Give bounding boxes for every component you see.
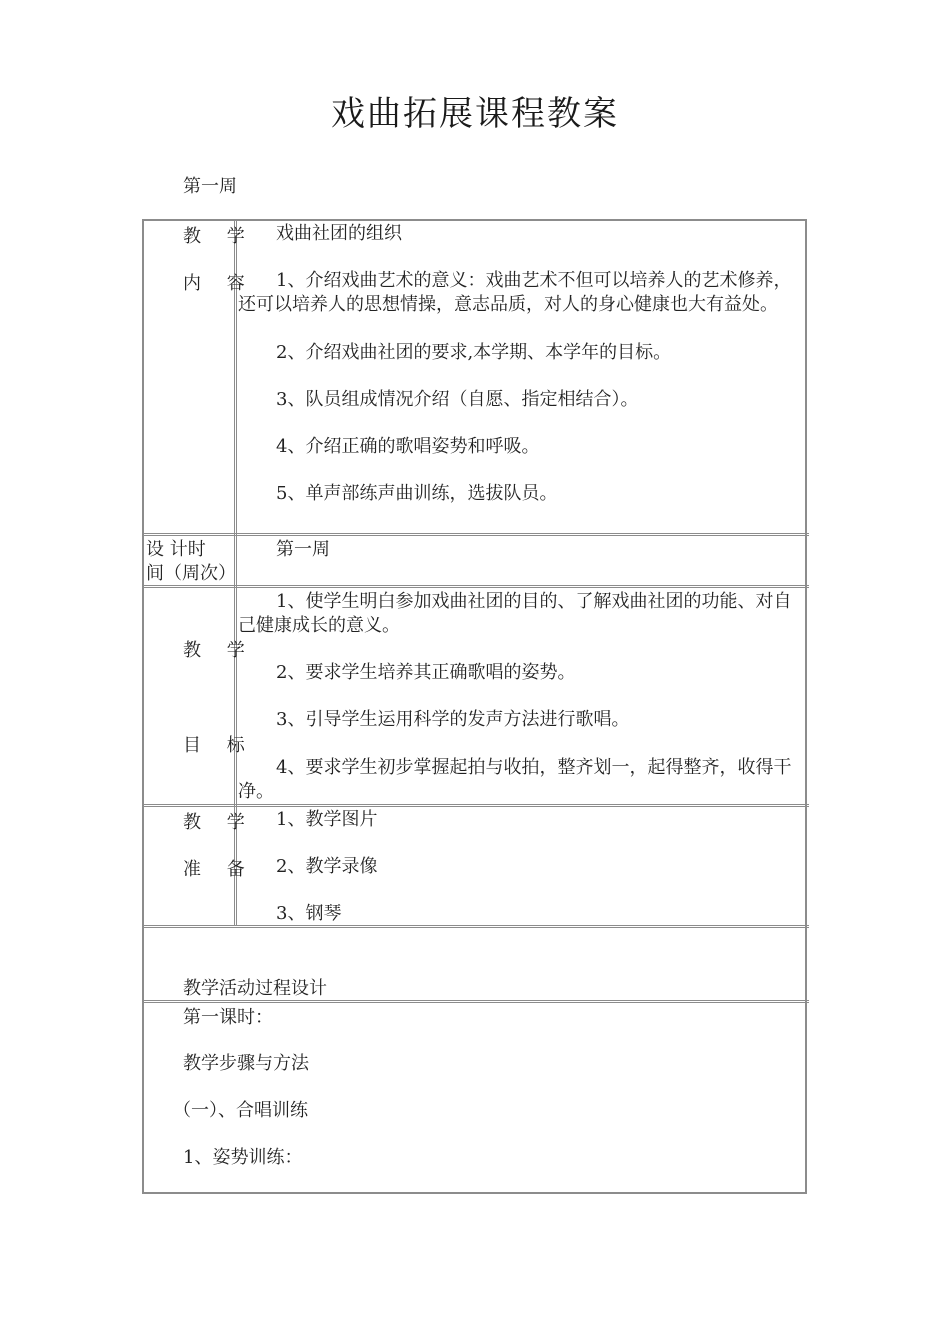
content-label-line1: 教 学	[183, 226, 255, 247]
preparation-item: 1、教学图片	[276, 809, 378, 830]
activity-design-heading: 教学活动过程设计	[183, 978, 327, 999]
content-label-line2: 内 容	[183, 273, 255, 294]
objective-item: 1、使学生明白参加戏曲社团的目的、了解戏曲社团的功能、对自己健康成长的意义。	[238, 591, 792, 636]
objectives-label-line1: 教 学	[183, 640, 255, 661]
row-divider	[142, 804, 809, 807]
document-title: 戏曲拓展课程教案	[331, 94, 619, 134]
preparation-item: 2、教学录像	[276, 856, 378, 877]
item-label: 1、姿势训练：	[183, 1147, 303, 1168]
objective-item: 3、引导学生运用科学的发声方法进行歌唱。	[276, 709, 630, 730]
section-label: （一）、合唱训练	[173, 1100, 308, 1121]
content-item: 1、介绍戏曲艺术的意义：戏曲艺术不但可以培养人的艺术修养，还可以培养人的思想情操，意志品质，对人的身心健康也大有益处。	[238, 270, 792, 315]
content-item: 2、介绍戏曲社团的要求,本学期、本学年的目标。	[276, 342, 672, 363]
design-time-label-line2: 间（周次）	[146, 563, 236, 584]
steps-label: 教学步骤与方法	[183, 1053, 309, 1074]
row-divider	[142, 925, 809, 928]
objectives-label-line2: 目 标	[183, 735, 255, 756]
row-divider	[142, 585, 809, 588]
content-heading: 戏曲社团的组织	[276, 223, 402, 244]
lesson-label: 第一课时：	[183, 1007, 273, 1028]
preparation-label-line2: 准 备	[183, 859, 255, 880]
week-label: 第一周	[183, 176, 237, 197]
row-divider	[142, 533, 809, 536]
content-item: 5、单声部练声曲训练，选拔队员。	[276, 483, 558, 504]
objective-item: 4、要求学生初步掌握起拍与收拍，整齐划一，起得整齐，收得干净。	[238, 757, 792, 802]
design-time-value: 第一周	[276, 539, 330, 560]
design-time-label-line1: 设 计时	[146, 539, 206, 560]
content-item: 4、介绍正确的歌唱姿势和呼吸。	[276, 436, 540, 457]
preparation-item: 3、钢琴	[276, 903, 342, 924]
objective-item: 2、要求学生培养其正确歌唱的姿势。	[276, 662, 576, 683]
content-item: 3、队员组成情况介绍（自愿、指定相结合）。	[276, 389, 639, 410]
lesson-table	[142, 219, 807, 1194]
preparation-label-line1: 教 学	[183, 812, 255, 833]
